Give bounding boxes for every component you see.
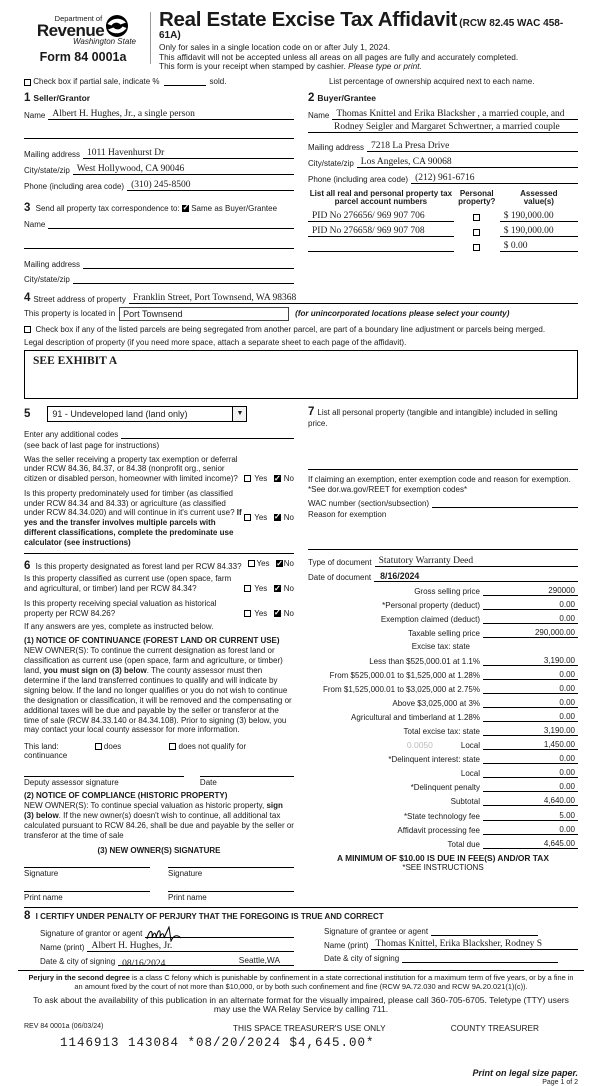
grantor-signature-label: Signature of grantor or agent	[40, 928, 143, 938]
exemption-note: If claiming an exemption, enter exemption code and reason for exemption. *See dor.wa.gov/REET for exemption codes*	[308, 474, 571, 494]
footer-divider	[18, 970, 584, 971]
certify-statement: I CERTIFY UNDER PENALTY OF PERJURY THAT THE FOREGOING IS TRUE AND CORRECT	[35, 911, 384, 921]
doc-type-field[interactable]	[375, 556, 578, 567]
buyer-mailing-label: Mailing address	[308, 142, 365, 152]
tax-row: Affidavit processing fee 0.00	[308, 825, 578, 835]
header-note-2: This affidavit will not be accepted unless all areas on all pages are fully and accurately completed.	[159, 51, 519, 62]
tier2-tax-field[interactable]: 0.00	[483, 670, 578, 680]
notice-continuance-text: NEW OWNER(S): To continue the current designation as forest land or classification as current use (open space, farm and agriculture, or timber) land, you must sign on (3) below. The county assessor must then determine if the land transferred continues to qualify and will indicate by signing below. If the land no longer qualifies or you do not wish to continue the designation or classification, it will be removed and the compensating or additional taxes will be due and payable by the seller or transferor at the time of sale (RCW 84.33.140 or 84.34.108). Prior to signing (3) below, you may contact your local county assessor for more information.	[24, 646, 292, 735]
s5q2-yes-checkbox[interactable]	[244, 514, 251, 521]
s5q1-yes-checkbox[interactable]	[244, 475, 251, 482]
s6q1-no-checkbox[interactable]	[276, 560, 283, 567]
current-use-question: Is this property classified as current use (open space, farm and agricultural, or timber) land per RCW 84.34?	[24, 574, 232, 594]
section-3-number: 3	[24, 201, 31, 214]
notice-continuance-heading: (1) NOTICE OF CONTINUANCE (FOREST LAND OR CURRENT USE)	[24, 636, 280, 646]
seller-phone-value: (310) 245-8500	[131, 179, 191, 190]
taxable-selling-price-field[interactable]: 290,000.00	[483, 628, 578, 638]
buyer-mailing-field[interactable]	[367, 141, 578, 152]
buyer-phone-field[interactable]	[411, 173, 578, 184]
doc-date-field[interactable]	[374, 571, 578, 582]
tax-row: *State technology fee 5.00	[308, 811, 578, 821]
buyer-name-value-2: Rodney Seigler and Margaret Schwertner, a married couple	[334, 121, 560, 132]
gross-selling-price-field[interactable]: 290000	[483, 586, 578, 596]
tax-row: Exemption claimed (deduct) 0.00	[308, 614, 578, 624]
tax-row: Local 0.00	[308, 768, 578, 778]
continuance-label: continuance	[24, 751, 68, 761]
see-instructions-note: *SEE INSTRUCTIONS	[402, 862, 484, 872]
personal-property-checkbox-1[interactable]	[473, 214, 480, 221]
grantor-date-label: Date & city of signing	[40, 956, 116, 966]
doc-date-value: 8/16/2024	[380, 570, 420, 581]
county-treasurer-label: COUNTY TREASURER	[450, 1023, 539, 1034]
partial-sale-suffix: sold.	[209, 76, 227, 86]
land-use-value: 91 - Undeveloped land (land only)	[52, 408, 188, 419]
delinquent-interest-local-field[interactable]: 0.00	[483, 768, 578, 778]
subtotal-field[interactable]: 4,640.00	[483, 796, 578, 806]
parcel-pid-1: PID No 276656/ 969 907 706	[312, 211, 425, 222]
affidavit-processing-fee-field[interactable]: 0.00	[483, 825, 578, 835]
s6q2-yes-checkbox[interactable]	[244, 585, 251, 592]
buyer-name2-field[interactable]	[308, 122, 578, 133]
seller-phone-field[interactable]	[127, 180, 294, 191]
section-5-number: 5	[24, 407, 31, 420]
exemption-question: Was the seller receiving a property tax exemption or deferral under RCW 84.36, 84.37, or 84.38 (nonprofit org., senior citizen or disabled person, homeowner with limited income)?	[24, 454, 238, 484]
corr-name-field[interactable]	[48, 219, 294, 229]
land-does-checkbox[interactable]	[95, 743, 102, 750]
seller-city-field[interactable]	[73, 164, 294, 175]
rev-number: REV 84 0001a (06/03/24)	[24, 1023, 104, 1031]
tax-row: *Delinquent interest: state 0.00	[308, 754, 578, 764]
new-owner-print-2-field[interactable]: Print name	[168, 891, 294, 902]
dor-logo	[24, 8, 142, 64]
agricultural-tax-field[interactable]: 0.00	[483, 712, 578, 722]
seller-mailing-value: 1011 Havenhurst Dr	[87, 147, 165, 158]
doc-type-value: Statutory Warranty Deed	[378, 555, 474, 566]
tax-row: From $525,000.01 to $1,525,000 at 1.28% 0.00	[308, 670, 578, 680]
parcel-row	[308, 241, 578, 252]
grantee-date-label: Date & city of signing	[324, 953, 400, 963]
tax-row: From $1,525,000.01 to $3,025,000 at 2.75% 0.00	[308, 684, 578, 694]
street-address-field[interactable]	[129, 293, 578, 304]
buyer-city-field[interactable]	[357, 157, 578, 168]
tax-row: Subtotal 4,640.00	[308, 796, 578, 806]
dept-of-label: Department of	[54, 14, 103, 23]
grantor-date-field[interactable]	[118, 954, 294, 969]
corr-name-label: Name	[24, 219, 46, 229]
washington-state-label: Washington State	[72, 37, 136, 47]
corr-city-label: City/state/zip	[24, 274, 70, 284]
local-rate: 0.0050	[406, 740, 433, 751]
delinquent-penalty-field[interactable]: 0.00	[483, 782, 578, 792]
parcel-col3-header: Assessed	[520, 188, 558, 198]
section-2-number: 2	[308, 91, 315, 104]
reason-exemption-field[interactable]	[308, 549, 578, 550]
section-4	[24, 292, 578, 399]
seller-title: Seller/Grantor	[33, 92, 91, 103]
total-due-field[interactable]: 4,645.00	[483, 839, 578, 849]
located-in-input[interactable]: Port Townsend	[119, 307, 289, 321]
revenue-wordmark: Revenue	[36, 21, 105, 40]
section-divider	[24, 553, 294, 554]
section-1-number: 1	[24, 91, 31, 104]
section-7-number: 7	[308, 405, 315, 418]
seller-name2-field[interactable]	[24, 129, 294, 139]
delinquent-interest-state-field[interactable]: 0.00	[483, 754, 578, 764]
s6q3-no-checkbox[interactable]	[274, 610, 281, 617]
deputy-assessor-signature-field[interactable]: Deputy assessor signature	[24, 776, 184, 787]
land-does-not-checkbox[interactable]	[169, 743, 176, 750]
assessed-value-3: $ 0.00	[503, 241, 528, 252]
buyer-mailing-value: 7218 La Presa Drive	[371, 140, 450, 151]
seller-mailing-field[interactable]	[83, 148, 294, 159]
parcel-col2-header: Personal	[459, 188, 494, 198]
section-4-number: 4	[24, 291, 31, 304]
street-address-value: Franklin Street, Port Townsend, WA 98368	[132, 292, 297, 303]
seller-mailing-label: Mailing address	[24, 149, 81, 159]
seller-name-value: Albert H. Hughes, Jr., a single person	[52, 108, 195, 119]
reason-exemption-label: Reason for exemption	[308, 509, 387, 519]
s6q2-no-checkbox[interactable]	[274, 585, 281, 592]
personal-property-label: List all personal property (tangible and intangible) included in selling price.	[308, 407, 558, 429]
correspondence-label: Send all property tax correspondence to:	[35, 203, 180, 213]
buyer-city-value: Los Angeles, CA 90068	[360, 156, 452, 167]
legal-description-value: SEE EXHIBIT A	[33, 354, 118, 367]
timber-question: Is this property predominately used for timber (as classified under RCW 84.34 and 84.33) or agriculture (as classified under RCW 84.34.020) and will continue in it's current use?	[24, 488, 237, 518]
new-owners-signature-heading: (3) NEW OWNER(S) SIGNATURE	[97, 845, 221, 855]
partial-sale-checkbox[interactable]	[24, 79, 31, 86]
corr-name2-field[interactable]	[24, 239, 294, 249]
revenue-swirl-icon	[105, 14, 129, 38]
form-title: Real Estate Excise Tax Affidavit	[159, 8, 458, 31]
street-address-label: Street address of property	[33, 294, 126, 304]
exemption-claimed-field[interactable]: 0.00	[483, 614, 578, 624]
grantor-print-label: Name (print)	[40, 942, 85, 952]
parcel-pid-2: PID No 276658/ 969 907 708	[312, 226, 425, 237]
parcel-row	[308, 226, 578, 237]
s6q3-yes-checkbox[interactable]	[244, 610, 251, 617]
s6q1-yes-checkbox[interactable]	[248, 560, 255, 567]
personal-property-checkbox-3[interactable]	[473, 244, 480, 251]
legal-description-label: Legal description of property (if you need more space, attach a separate sheet to each page of the affidavit).	[24, 337, 407, 347]
tax-row: Above $3,025,000 at 3% 0.00	[308, 698, 578, 708]
treasurer-use-label: THIS SPACE TREASURER'S USE ONLY	[232, 1023, 386, 1034]
minimum-due-note: A MINIMUM OF $10.00 IS DUE IN FEE(S) AND/OR TAX	[337, 852, 549, 863]
partial-sale-percent-field[interactable]	[164, 85, 206, 86]
s5q2-no-checkbox[interactable]	[274, 514, 281, 521]
historical-question: Is this property receiving special valuation as historical property per RCW 84.26?	[24, 598, 217, 618]
buyer-phone-value: (212) 961-6716	[415, 172, 475, 183]
grantor-print-value: Albert H. Hughes, Jr.	[91, 940, 173, 951]
tier4-tax-field[interactable]: 0.00	[483, 698, 578, 708]
tax-row: *Delinquent penalty 0.00	[308, 782, 578, 792]
treasurer-stamp: 1146913 143084 *08/20/2024 $4,645.00*	[60, 1036, 375, 1051]
grantee-signature-label: Signature of grantee or agent	[324, 926, 429, 936]
new-owner-signature-1-field[interactable]: Signature	[24, 867, 150, 878]
new-owner-signature-2-field[interactable]: Signature	[168, 867, 294, 878]
grantee-signature-field[interactable]	[431, 926, 538, 936]
seller-section	[24, 92, 294, 284]
partial-sale-label: Check box if partial sale, indicate %	[33, 76, 160, 86]
seller-name-field[interactable]	[48, 109, 294, 120]
grantor-signature-field[interactable]	[145, 926, 294, 938]
notice-compliance-text: NEW OWNER(S): To continue special valuation as historic property, sign (3) below. If the new owner(s) doesn't wish to continue, all additional tax calculated pursuant to RCW 84.26, shall be due and payable by the seller or transferor at the time of sale	[24, 801, 294, 840]
assessed-value-2: $ 190,000.00	[503, 226, 554, 237]
section-8-divider	[24, 907, 578, 908]
grantee-print-label: Name (print)	[324, 940, 369, 950]
land-use-select[interactable]	[47, 406, 247, 422]
parcel-row	[308, 211, 578, 222]
section-3	[24, 202, 294, 214]
doc-type-label: Type of document	[308, 557, 372, 567]
perjury-note: Perjury in the second degree is a class C felony which is punishable by confinement in a state correctional institution for a maximum term of five years, or by a fine in an amount fixed by the court of not more than $10,000, or by both such confinement and fine (RCW 9A.72.030 and RCW 9A.20.021(1)(c)).	[28, 972, 574, 991]
tax-computation	[308, 586, 578, 849]
header-note-3: This form is your receipt when stamped by cashier. Please type or print.	[159, 61, 422, 72]
if-yes-note: If any answers are yes, complete as instructed below.	[24, 622, 214, 632]
chevron-down-icon[interactable]: ▼	[232, 407, 246, 421]
buyer-name-field[interactable]	[332, 109, 578, 120]
seller-city-label: City/state/zip	[24, 165, 70, 175]
grantee-date-field[interactable]	[402, 953, 558, 963]
grantor-date-value: 08/16/2024	[122, 958, 166, 969]
legal-description-box[interactable]	[24, 350, 578, 399]
tier3-tax-field[interactable]: 0.00	[483, 684, 578, 694]
header-divider	[150, 12, 151, 64]
local-tax-field[interactable]: 1,450.00	[483, 740, 578, 750]
ownership-note: List percentage of ownership acquired next to each name.	[329, 76, 535, 86]
buyer-city-label: City/state/zip	[308, 158, 354, 168]
tax-row: Less than $525,000.01 at 1.1% 3,190.00	[308, 656, 578, 666]
left-column: 5 91 - Undeveloped land (land only) ▼ Enter any additional codes (see back of last page for instructions) Was the seller receiving a property tax exemption or deferral under RCW 84.36, 84.37, or 84.38 (nonprofit org., senior citizen or disabled person, homeowner with limited income)? Yes ✓ No Is this property predominately used for timber (as classified under RCW 84.34 and 84.33) or agriculture (as classified under RCW 84.34.020) and will continue in it's current use? If yes and the transfer involves multiple parcels with different classifications, complete the predominate use calculator (see instructions) Yes ✓ No 6 Is this property designated as forest land per RCW 84.33? Yes ✓ No Is this property classified as current use (open space, farm and agricultural, or timber) land per RCW 84.34? Yes ✓ No Is this property receiving special valuation as historical property per RCW 84.26? Yes ✓ No If any answers are yes, complete as instructed below. (1) NOTICE OF CONTINUANCE (FOREST LAND OR CURRENT USE) NEW OWNER(S): To continue the current designation as forest land or classification as current use (open space, farm and agriculture, or timber) land, you must sign on (3) below. The county assessor must then determine if the land transferred continues to qualify and will indicate by signing below. If the land no longer qualifies or you do not wish to continue the designation or classification, it will be removed and the compensating or additional taxes will be due and payable by the seller or transferor at the time of sale (RCW 84.33.140 or 84.34.108). Prior to signing (3) below, you may contact your local county assessor for more information. This land: does does not qualify for continuance Deputy assessor signature Date (2) NOTICE OF COMPLIANCE (HISTORIC PROPERTY) NEW OWNER(S): To continue special valuation as historic property, sign (3) below. If the new owner(s) doesn't wish to continue, all additional tax calculated pursuant to RCW 84.26, shall be due and payable by the seller or transferor at the time of sale (3) NEW OWNER(S) SIGNATURE Signature Signature Print name Print name	[24, 406, 294, 902]
notice-compliance-heading: (2) NOTICE OF COMPLIANCE (HISTORIC PROPERTY)	[24, 791, 228, 801]
tax-section-header: Excise tax: state	[411, 642, 470, 652]
grantor-print-field[interactable]	[87, 941, 294, 952]
additional-codes-field[interactable]	[121, 429, 294, 439]
same-as-buyer-label: Same as Buyer/Grantee	[191, 203, 278, 213]
right-column	[308, 406, 578, 902]
buyer-name-value-1: Thomas Knittel and Erika Blacksher , a married couple, and	[336, 108, 565, 119]
parcel-pid-3-field[interactable]	[308, 241, 454, 252]
print-size-note: Print on legal size paper.	[472, 1068, 578, 1079]
tax-row: Total excise tax: state 3,190.00	[308, 726, 578, 736]
page-number: Page 1 of 2	[542, 1079, 578, 1086]
deputy-date-field[interactable]: Date	[200, 776, 294, 787]
corr-mailing-field[interactable]	[83, 259, 294, 269]
corr-mailing-label: Mailing address	[24, 259, 81, 269]
buyer-name-label: Name	[308, 110, 330, 120]
same-as-buyer-checkbox[interactable]	[182, 205, 189, 212]
personal-property-deduct-field[interactable]: 0.00	[483, 600, 578, 610]
seller-phone-label: Phone (including area code)	[24, 181, 125, 191]
seller-city-value: West Hollywood, CA 90046	[76, 163, 185, 174]
forest-land-question: Is this property designated as forest land per RCW 84.33?	[35, 562, 242, 572]
located-in-note: (for unincorporated locations please select your county)	[295, 309, 510, 319]
personal-property-field[interactable]	[308, 469, 578, 470]
form-number: Form 84 0001a	[39, 50, 127, 65]
grantee-print-value: Thomas Knittel, Erika Blacksher, Rodney S	[375, 938, 543, 949]
section-6-number: 6	[24, 560, 31, 573]
tax-row: Taxable selling price 290,000.00	[308, 628, 578, 638]
header-note-1: Only for sales in a single location code on or after July 1, 2024.	[159, 42, 391, 52]
additional-codes-label: Enter any additional codes	[24, 429, 119, 439]
tax-row: 0.0050 Local 1,450.00	[308, 740, 578, 750]
tax-row: Total due 4,645.00	[308, 839, 578, 849]
located-in-label: This property is located in	[24, 309, 116, 319]
section-8-number: 8	[24, 909, 31, 922]
segregated-label: Check box if any of the listed parcels are being segregated from another parcel, are part of a boundary line adjustment or parcels being merged.	[35, 324, 546, 334]
tax-row: Gross selling price 290000	[308, 586, 578, 596]
total-state-tax-field[interactable]: 3,190.00	[483, 726, 578, 736]
parcel-table: List all real and personal property tax parcel account numbers Personal property? Assessed value(s) PID No 276656/ 969 907 706 $ 190,000.00 PID No 276658/ 969 907 708 $ 190,000.00 $ 0.00	[308, 190, 578, 253]
tier1-tax-field[interactable]: 3,190.00	[483, 656, 578, 666]
assessed-value-1: $ 190,000.00	[503, 211, 554, 222]
s5q1-no-checkbox[interactable]	[274, 475, 281, 482]
tax-row: Agricultural and timberland at 1.28% 0.00	[308, 712, 578, 722]
grantee-print-field[interactable]	[371, 939, 578, 950]
wac-number-field[interactable]	[432, 498, 578, 508]
form-header	[24, 8, 578, 72]
segregated-checkbox[interactable]	[24, 326, 31, 333]
buyer-section	[308, 92, 578, 284]
this-land-label: This land:	[24, 742, 59, 752]
corr-city-field[interactable]	[73, 274, 294, 284]
seller-name-label: Name	[24, 110, 46, 120]
availability-note: To ask about the availability of this publication in an alternate format for the visually impaired, please call 360-705-6705. Teletype (TTY) users may use the WA Relay Service by calling 711.	[33, 994, 569, 1015]
personal-property-checkbox-2[interactable]	[473, 229, 480, 236]
buyer-phone-label: Phone (including area code)	[308, 174, 409, 184]
rcw-reference: (RCW 82.45 WAC 458-61A)	[159, 18, 564, 41]
codes-note: (see back of last page for instructions)	[24, 440, 160, 450]
grantor-city-value: Seattle,WA	[238, 954, 280, 965]
parcel-col1-header: List all real and personal property tax	[309, 188, 453, 198]
new-owner-print-1-field[interactable]: Print name	[24, 891, 150, 902]
tax-row: *Personal property (deduct) 0.00	[308, 600, 578, 610]
buyer-title: Buyer/Grantee	[317, 92, 376, 103]
doc-date-label: Date of document	[308, 572, 372, 582]
wac-number-label: WAC number (section/subsection)	[308, 498, 430, 508]
state-technology-fee-field[interactable]: 5.00	[483, 811, 578, 821]
grantor-signature-scribble	[145, 926, 197, 942]
